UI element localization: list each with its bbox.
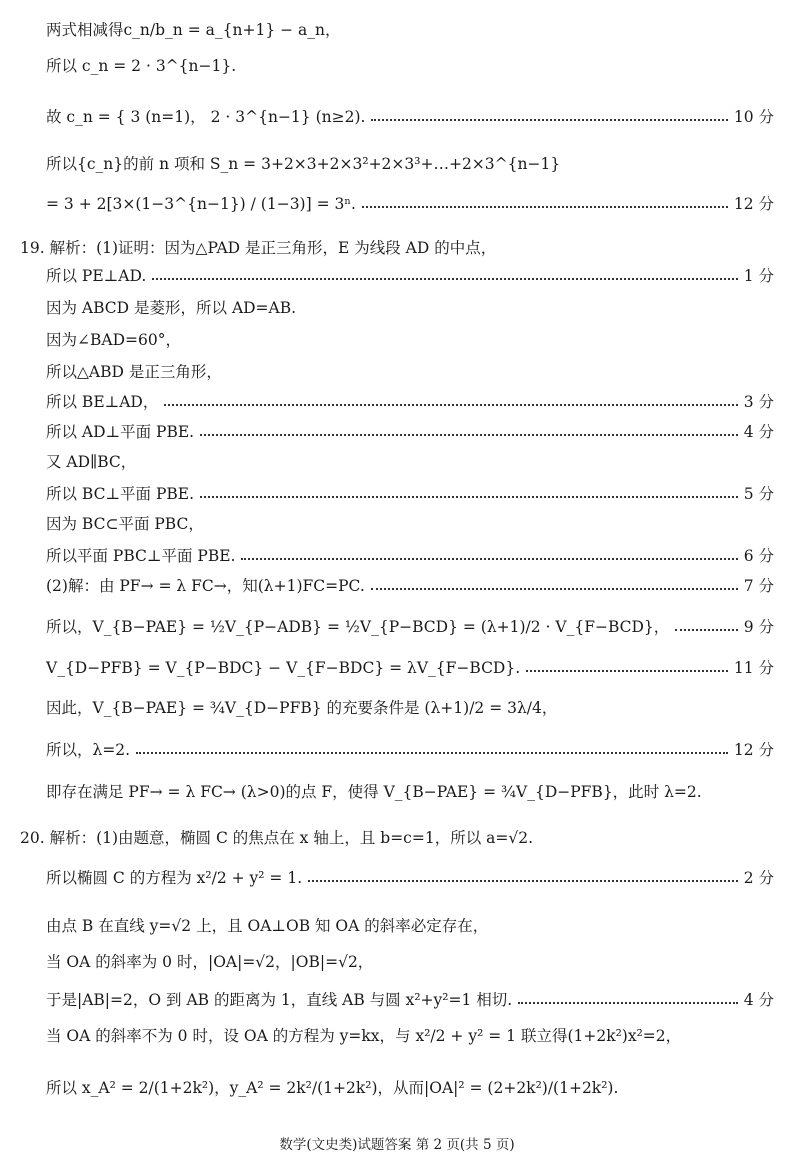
line-text: 故 c_n = { 3 (n=1)， 2 · 3^{n−1} (n≥2).	[46, 108, 366, 126]
solution-line	[46, 952, 774, 972]
score-label: 6 分	[743, 547, 774, 565]
leader-dots	[371, 119, 727, 121]
line-text: 两式相减得c_n/b_n = a_{n+1} − a_n，	[46, 21, 341, 39]
solution-line	[46, 868, 774, 888]
line-text: 所以平面 PBC⊥平面 PBE.	[46, 547, 236, 565]
score-label: 2 分	[743, 869, 774, 887]
score-label: 1 分	[743, 267, 774, 285]
line-text: 所以，λ=2.	[46, 741, 131, 759]
score-label: 7 分	[743, 577, 774, 595]
line-text: 因为∠BAD=60°，	[46, 331, 181, 349]
line-text: 所以，V_{B−PAE} = ½V_{P−ADB} = ½V_{P−BCD} = (λ+1)/2 · V_{F−BCD}，	[46, 618, 670, 636]
solution-line	[46, 698, 774, 718]
solution-line	[46, 576, 774, 596]
line-text: 当 OA 的斜率不为 0 时，设 OA 的方程为 y=kx，与 x²/2 + y² = 1 联立得(1+2k²)x²=2，	[46, 1027, 682, 1045]
line-text: 20. 解析：(1)由题意，椭圆 C 的焦点在 x 轴上，且 b=c=1，所以 a=√2.	[20, 829, 534, 847]
solution-line	[46, 782, 774, 802]
score-label: 10 分	[733, 108, 774, 126]
leader-dots	[200, 496, 738, 498]
line-text: 所以 BC⊥平面 PBE.	[46, 485, 195, 503]
line-text: V_{D−PFB} = V_{P−BDC} − V_{F−BDC} = λV_{F−BCD}.	[46, 659, 521, 677]
solution-line	[46, 617, 774, 637]
solution-line	[46, 916, 774, 936]
line-text: (2)解：由 PF→ = λ FC→，知(λ+1)FC=PC.	[46, 577, 365, 595]
leader-dots	[371, 588, 738, 590]
line-text: 又 AD∥BC，	[46, 453, 137, 471]
score-label: 5 分	[743, 485, 774, 503]
leader-dots	[136, 752, 728, 754]
solution-line	[46, 392, 774, 412]
leader-dots	[200, 434, 738, 436]
solution-line	[46, 990, 774, 1010]
leader-dots	[518, 1002, 737, 1004]
solution-line	[46, 20, 774, 40]
leader-dots	[164, 404, 737, 406]
score-label: 4 分	[743, 991, 774, 1009]
solution-line	[46, 330, 774, 350]
solution-line	[46, 546, 774, 566]
solution-line	[46, 266, 774, 286]
score-label: 12 分	[733, 195, 774, 213]
line-text: 于是|AB|=2，O 到 AB 的距离为 1，直线 AB 与圆 x²+y²=1 相切.	[46, 991, 513, 1009]
solution-line	[46, 194, 774, 214]
solution-line	[46, 740, 774, 760]
line-text: = 3 + 2[3×(1−3^{n−1}) / (1−3)] = 3ⁿ.	[46, 195, 356, 213]
solution-line	[46, 298, 774, 318]
line-text: 所以 PE⊥AD.	[46, 267, 147, 285]
line-text: 所以 c_n = 2 · 3^{n−1}.	[46, 57, 237, 75]
solution-line	[46, 56, 774, 76]
solution-line	[46, 658, 774, 678]
leader-dots	[241, 558, 737, 560]
leader-dots	[152, 278, 737, 280]
leader-dots	[362, 206, 728, 208]
leader-dots	[675, 629, 737, 631]
line-text: 所以椭圆 C 的方程为 x²/2 + y² = 1.	[46, 869, 303, 887]
score-label: 4 分	[743, 423, 774, 441]
solution-line	[46, 422, 774, 442]
line-text: 因为 ABCD 是菱形，所以 AD=AB.	[46, 299, 297, 317]
line-text: 即存在满足 PF→ = λ FC→ (λ>0)的点 F，使得 V_{B−PAE} = ¾V_{D−PFB}，此时 λ=2.	[46, 783, 702, 801]
solution-line	[46, 1078, 774, 1098]
leader-dots	[308, 880, 738, 882]
solution-line	[46, 1026, 774, 1046]
line-text: 所以 BE⊥AD，	[46, 393, 159, 411]
solution-line	[20, 238, 774, 258]
line-text: 所以{c_n}的前 n 项和 S_n = 3+2×3+2×3²+2×3³+…+2×3^{n−1}	[46, 155, 561, 173]
line-text: 19. 解析：(1)证明：因为△PAD 是正三角形，E 为线段 AD 的中点，	[20, 239, 497, 257]
score-label: 12 分	[733, 741, 774, 759]
line-text: 所以 AD⊥平面 PBE.	[46, 423, 195, 441]
solution-line	[46, 362, 774, 382]
line-text: 当 OA 的斜率为 0 时，|OA|=√2，|OB|=√2，	[46, 953, 374, 971]
score-label: 9 分	[743, 618, 774, 636]
solution-line	[46, 514, 774, 534]
leader-dots	[526, 670, 728, 672]
score-label: 11 分	[733, 659, 774, 677]
solution-line	[46, 107, 774, 127]
solution-line	[46, 484, 774, 504]
line-text: 所以 x_A² = 2/(1+2k²)，y_A² = 2k²/(1+2k²)，从而|OA|² = (2+2k²)/(1+2k²).	[46, 1079, 619, 1097]
line-text: 所以△ABD 是正三角形，	[46, 363, 222, 381]
score-label: 3 分	[743, 393, 774, 411]
solution-line	[46, 452, 774, 472]
solution-line	[46, 154, 774, 174]
page-footer: 数学(文史类)试题答案 第 2 页(共 5 页)	[279, 1137, 515, 1153]
solution-line	[20, 828, 774, 848]
line-text: 由点 B 在直线 y=√2 上，且 OA⊥OB 知 OA 的斜率必定存在，	[46, 917, 489, 935]
line-text: 因此，V_{B−PAE} = ¾V_{D−PFB} 的充要条件是 (λ+1)/2 = 3λ/4，	[46, 699, 558, 717]
line-text: 因为 BC⊂平面 PBC，	[46, 515, 204, 533]
